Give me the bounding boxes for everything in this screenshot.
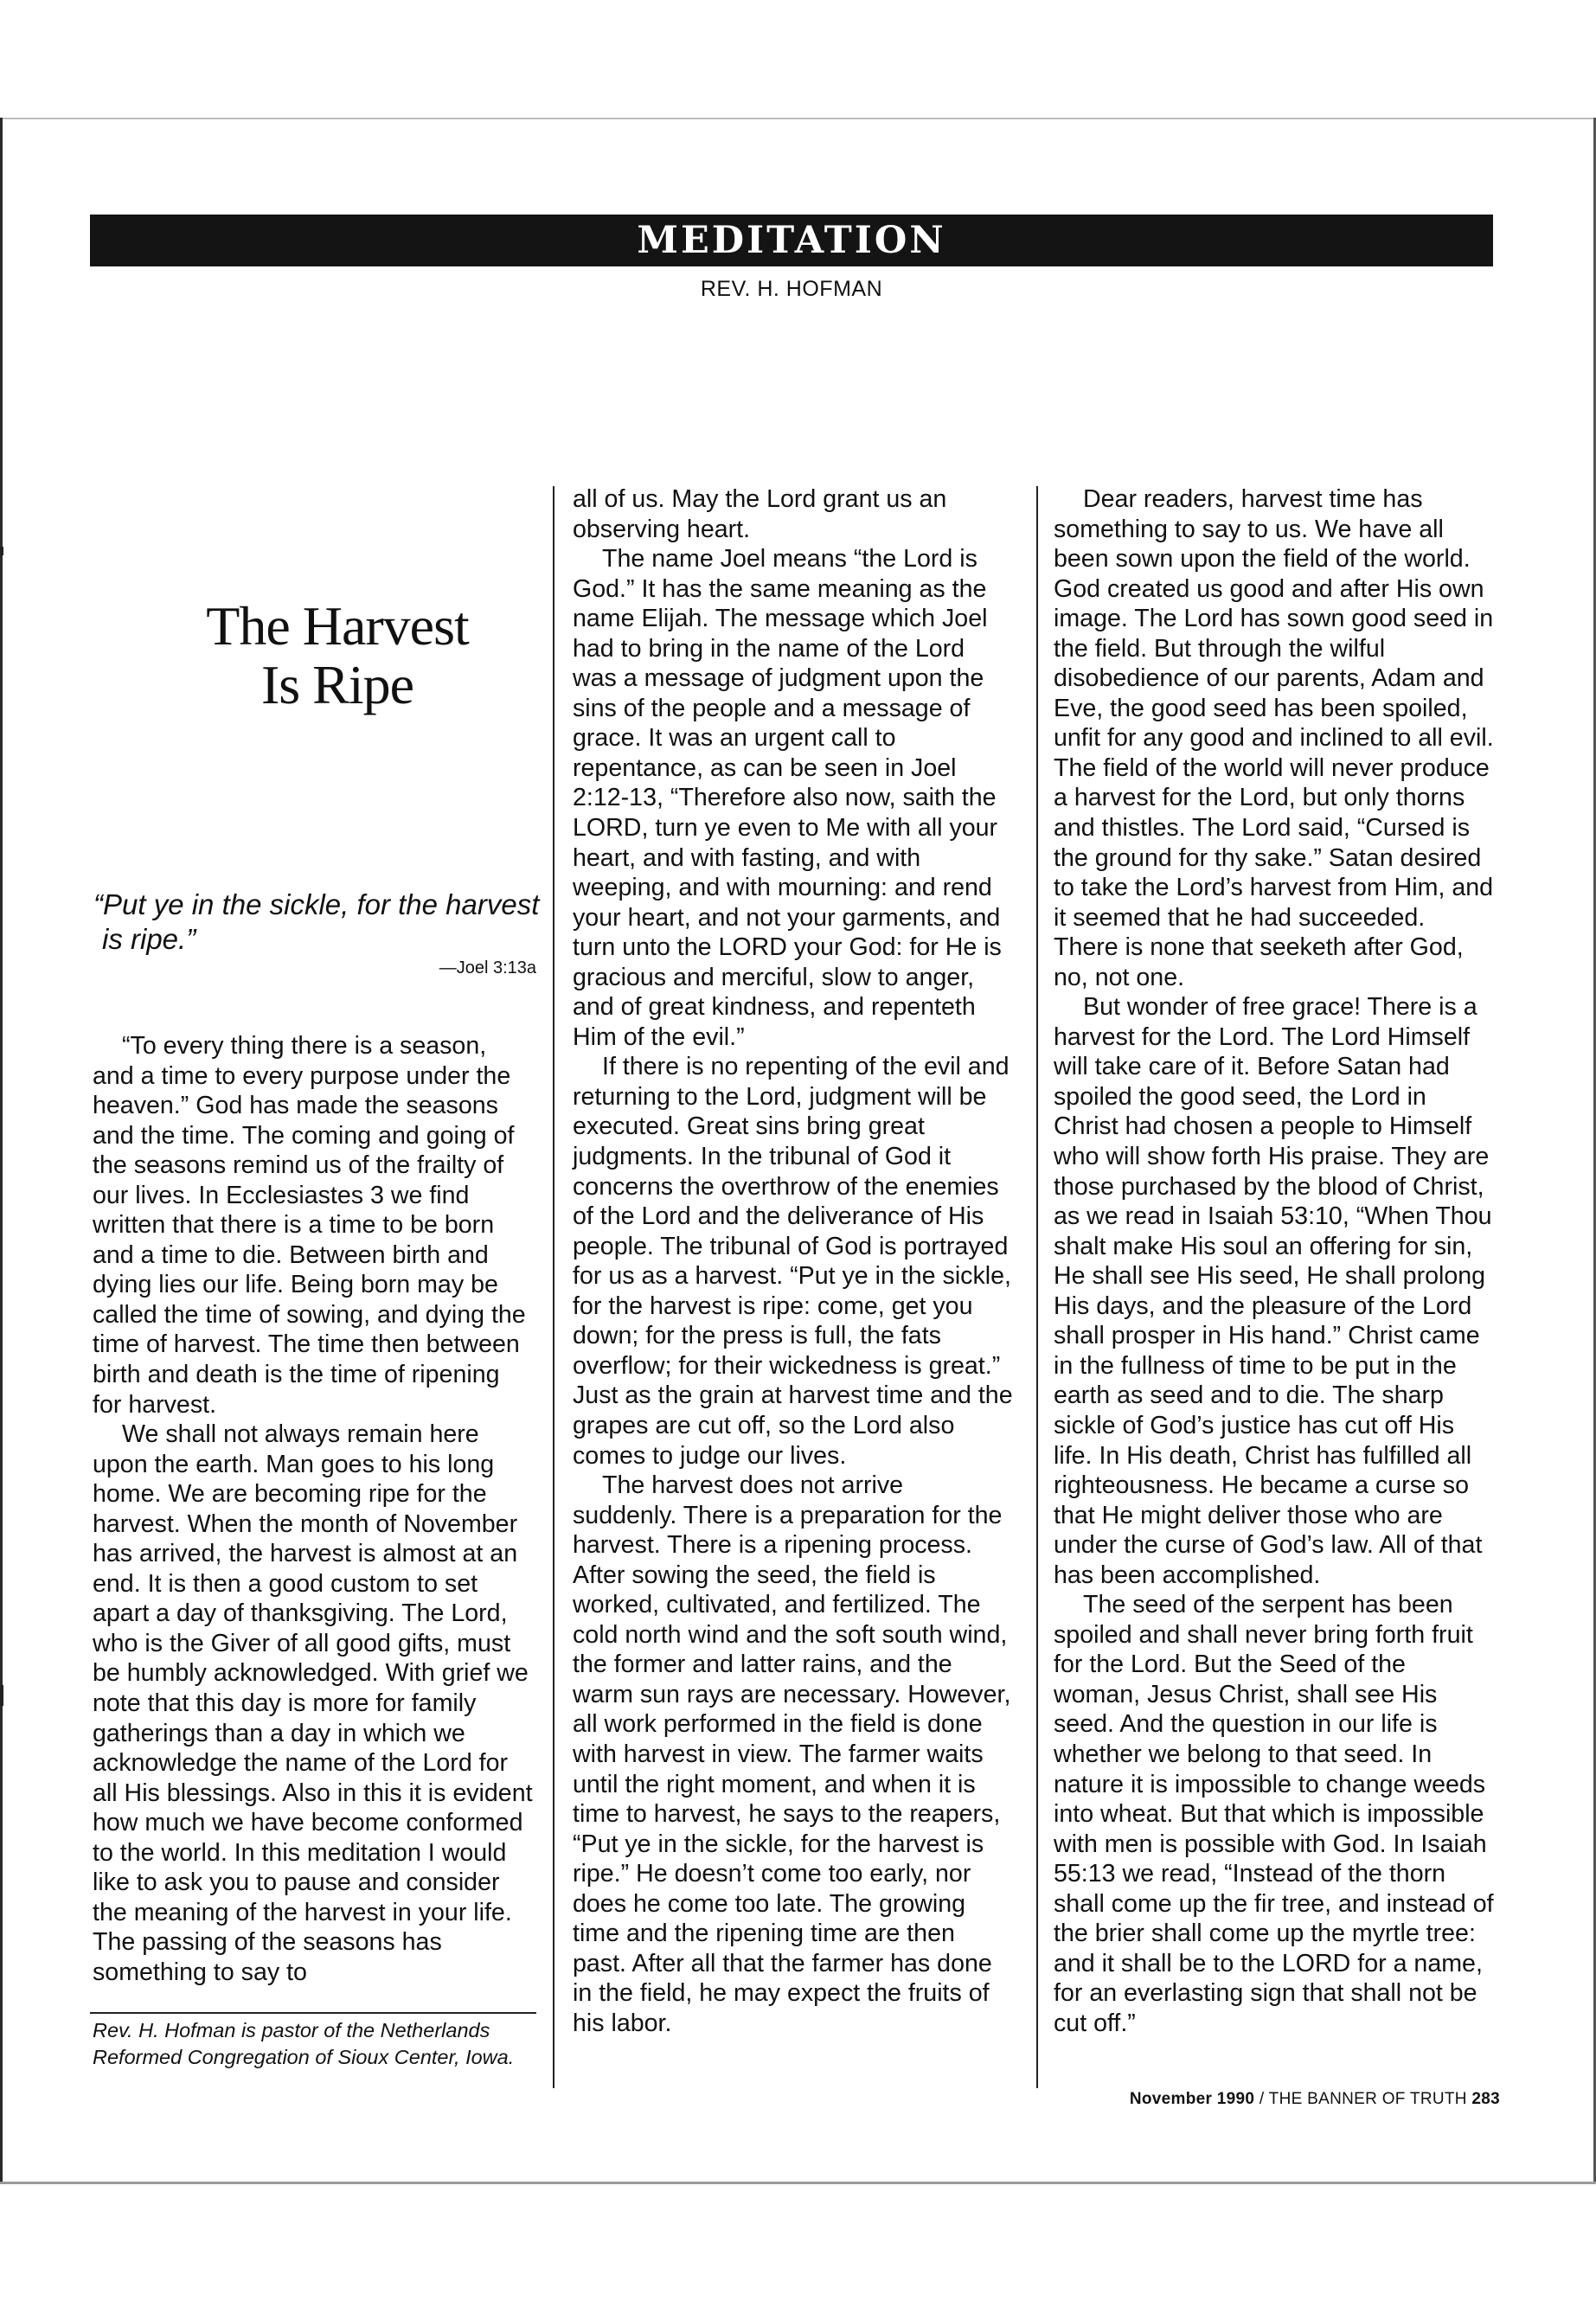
text-column-1 bbox=[93, 1031, 534, 1988]
scan-top-edge bbox=[0, 118, 1596, 119]
scan-left-edge bbox=[0, 118, 3, 2183]
title-line: Is Ripe bbox=[260, 654, 414, 715]
footnote-rule bbox=[90, 2012, 536, 2014]
scan-bottom-edge bbox=[0, 2182, 1596, 2184]
margin-mark bbox=[0, 1685, 3, 1706]
article-title bbox=[95, 597, 580, 715]
page-number: 283 bbox=[1471, 2090, 1500, 2108]
epigraph-reference: —Joel 3:13a bbox=[439, 958, 536, 977]
text-column-2 bbox=[573, 484, 1014, 2038]
paragraph: We shall not always remain here upon the earth. Man goes to his long home. We are becoming ripe for the harvest. When the month of November has arrived, the harvest is almost at an end. It is then a good custom to set apart a day of thanksgiving. The Lord, who is the Giver of all good gifts, must be humbly acknowledged. With grief we note that this day is more for family gatherings than a day in which we acknowledge the name of the Lord for all His blessings. Also in this it is evident how much we have become conformed to the world. In this meditation I would like to ask you to pause and consider the meaning of the harvest in your life. The passing of the seasons has something to say to bbox=[93, 1420, 533, 1986]
title-line: The Harvest bbox=[206, 595, 469, 657]
paragraph: all of us. May the Lord grant us an observing heart. bbox=[573, 485, 947, 543]
section-banner: MEDITATION bbox=[90, 215, 1493, 266]
paragraph: The seed of the serpent has been spoiled and shall never bring forth fruit for the Lord. But the Seed of the woman, Jesus Christ, shall see His seed. And the question in our life is whether we belong to that seed. In nature it is impossible to change weeds into wheat. But that which is impossible with men is possible with God. In Isaiah 55:13 we read, “Instead of the thorn shall come up the fir tree, and instead of the brier shall come up the myrtle tree: and it shall be to the LORD for a name, for an everlasting sign that shall not be cut off.” bbox=[1054, 1591, 1494, 2037]
issue-date: November 1990 bbox=[1129, 2090, 1255, 2108]
paragraph: The name Joel means “the Lord is God.” It has the same meaning as the name Elijah. The message which Joel had to bring in the name of the Lord was a message of judgment upon the sins of the people and a message of grace. It was an urgent call to repentance, as can be seen in Joel 2:12-13, “Therefore also now, saith the LORD, turn ye even to Me with all your heart, and with fasting, and with weeping, and with mourning: and rend your heart, and not your garments, and turn unto the LORD your God: for He is gracious and merciful, slow to anger, and of great kindness, and repenteth Him of the evil.” bbox=[573, 545, 1002, 1051]
margin-mark bbox=[0, 547, 3, 555]
epigraph: “Put ye in the sickle, for the harvest is ripe.” bbox=[93, 888, 540, 955]
column-divider bbox=[1036, 486, 1038, 2088]
page-folio bbox=[1119, 2090, 1500, 2109]
publication-name: / THE BANNER OF TRUTH bbox=[1259, 2090, 1467, 2108]
paragraph: Dear readers, harvest time has something to say to us. We have all been sown upon the field of the world. God created us good and after His own image. The Lord has sown good seed in the field. But through the wilful disobedience of our parents, Adam and Eve, the good seed has been spoiled, unfit for any good and inclined to all evil. The field of the world will never produce a harvest for the Lord, but only thorns and thistles. The Lord said, “Cursed is the ground for thy sake.” Satan desired to take the Lord’s harvest from Him, and it seemed that he had succeeded. There is none that seeketh after God, no, not one. bbox=[1054, 485, 1494, 991]
paragraph: The harvest does not arrive suddenly. There is a preparation for the harvest. There is a ripening process. After sowing the seed, the field is worked, cultivated, and fertilized. The cold north wind and the soft south wind, the former and latter rains, and the warm sun rays are necessary. However, all work performed in the field is done with harvest in view. The farmer waits until the right moment, and when it is time to harvest, he says to the reapers, “Put ye in the sickle, for the harvest is ripe.” He doesn’t come too early, nor does he come too late. The growing time and the ripening time are then past. After all that the farmer has done in the field, he may expect the fruits of his labor. bbox=[573, 1471, 1011, 2037]
paragraph: But wonder of free grace! There is a harvest for the Lord. The Lord Himself will take care of it. Before Satan had spoiled the good seed, the Lord in Christ had chosen a people to Himself who will show forth His praise. They are those purchased by the blood of Christ, as we read in Isaiah 53:10, “When Thou shalt make His soul an offering for sin, He shall see His seed, He shall prolong His days, and the pleasure of the Lord shall prosper in His hand.” Christ came in the fullness of time to be put in the earth as seed and to die. The sharp sickle of God’s justice has cut off His life. In His death, Christ has fulfilled all righteousness. He became a curse so that He might deliver those who are under the curse of God’s law. All of that has been accomplished. bbox=[1054, 993, 1492, 1589]
paragraph: “To every thing there is a season, and a time to every purpose under the heaven.” God has made the seasons and the time. The coming and going of the seasons remind us of the frailty of our lives. In Ecclesiastes 3 we find written that there is a time to be born and a time to die. Between birth and dying lies our life. Being born may be called the time of sowing, and dying the time of harvest. The time then between birth and death is the time of ripening for harvest. bbox=[93, 1032, 526, 1419]
column-divider bbox=[553, 486, 554, 2088]
text-column-3 bbox=[1054, 484, 1495, 2038]
paragraph: If there is no repenting of the evil and returning to the Lord, judgment will be executed. Great sins bring great judgments. In the tribunal of God it concerns the overthrow of the enemies of the Lord and the deliverance of His people. The tribunal of God is portrayed for us as a harvest. “Put ye in the sickle, for the harvest is ripe: come, get you down; for the press is full, the fats overflow; for their wickedness is great.” Just as the grain at harvest time and the grapes are cut off, so the Lord also comes to judge our lives. bbox=[573, 1053, 1013, 1470]
author-byline: REV. H. HOFMAN bbox=[700, 277, 883, 301]
author-footnote: Rev. H. Hofman is pastor of the Netherlands Reformed Congregation of Sioux Center, Iowa. bbox=[93, 2019, 515, 2068]
